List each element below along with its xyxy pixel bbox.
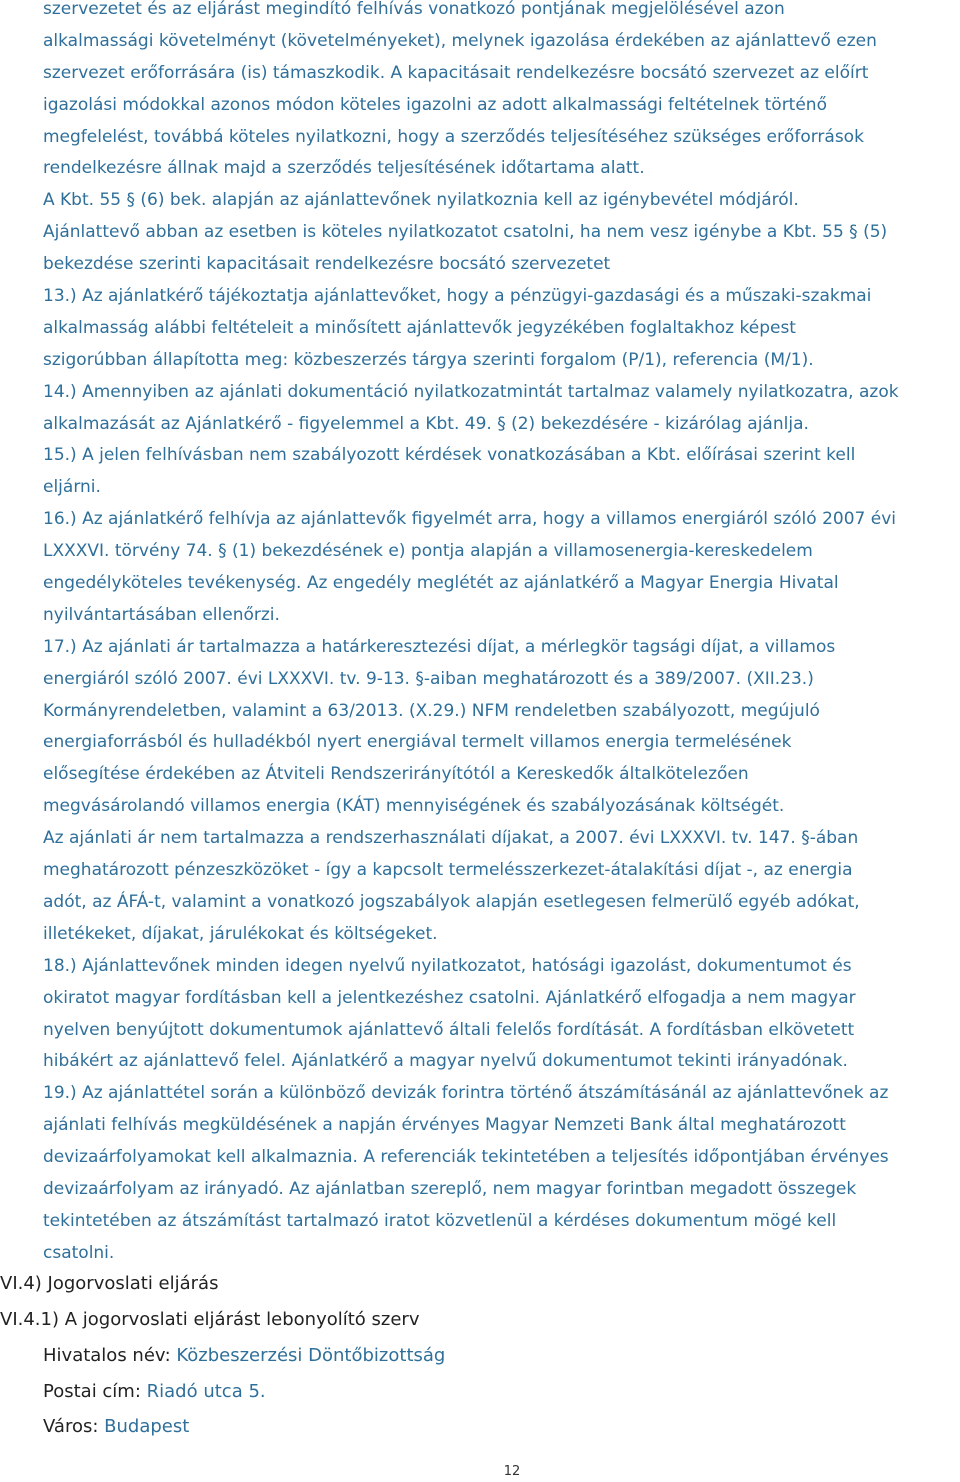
- page-number: 12: [503, 1464, 521, 1479]
- text-line: rendelkezésre állnak majd a szerződés teljesítésének időtartama alatt.: [43, 158, 645, 179]
- text-line: alkalmassági követelményt (követelményeket), melynek igazolása érdekében az ajánlattevő ezen: [43, 30, 877, 51]
- city-row: [43, 1411, 445, 1447]
- body-text-block: [43, 0, 955, 1270]
- city-value: Budapest: [104, 1416, 190, 1437]
- review-body-details: [43, 1340, 445, 1447]
- text-line: elősegítése érdekében az Átviteli Rendszerirányítótól a Kereskedők általkötelezően: [43, 764, 749, 785]
- text-line: 15.) A jelen felhívásban nem szabályozott kérdések vonatkozásában a Kbt. előírásai szerint kell: [43, 445, 856, 466]
- text-line: alkalmasság alábbi feltételeit a minősített ajánlattevők jegyzékében foglaltakhoz képest: [43, 317, 796, 338]
- text-line: nyelven benyújtott dokumentumok ajánlattevő általi felelős fordítását. A fordításban elkövetett: [43, 1019, 855, 1040]
- text-line: Az ajánlati ár nem tartalmazza a rendszerhasználati díjakat, a 2007. évi LXXXVI. tv. 147. §-ában: [43, 828, 859, 849]
- text-line: Ajánlattevő abban az esetben is köteles nyilatkozatot csatolni, ha nem vesz igénybe a Kbt. 55 § (5): [43, 222, 888, 243]
- text-line: meghatározott pénzeszközöket - így a kapcsolt termelésszerkezet-átalakítási díjat -, az energia: [43, 860, 853, 881]
- text-line: ajánlati felhívás megküldésének a napján érvényes Magyar Nemzeti Bank által meghatározott: [43, 1115, 846, 1136]
- text-line: szervezetet és az eljárást megindító felhívás vonatkozó pontjának megjelölésével azon: [43, 0, 785, 19]
- text-line: 19.) Az ajánlattétel során a különböző devizák forintra történő átszámításánál az ajánlattevőnek az: [43, 1083, 889, 1104]
- postal-address-value: Riadó utca 5.: [146, 1380, 266, 1402]
- subsection-heading-vi41: VI.4.1) A jogorvoslati eljárást lebonyolító szerv: [0, 1309, 420, 1330]
- text-line: 14.) Amennyiben az ajánlati dokumentáció nyilatkozatmintát tartalmaz valamely nyilatkozatra, azok: [43, 381, 899, 402]
- text-line: okiratot magyar fordításban kell a jelentkezéshez csatolni. Ajánlatkérő elfogadja a nem magyar: [43, 987, 856, 1008]
- text-line: szervezet erőforrására (is) támaszkodik. A kapacitásait rendelkezésre bocsátó szervezet az előírt: [43, 62, 869, 83]
- text-line: hibákért az ajánlattevő felel. Ajánlatkérő a magyar nyelvű dokumentumot tekinti irányadónak.: [43, 1051, 848, 1072]
- text-line: engedélyköteles tevékenység. Az engedély meglétét az ajánlatkérő a Magyar Energia Hivatal: [43, 573, 839, 594]
- text-line: szigorúbban állapította meg: közbeszerzés tárgya szerinti forgalom (P/1), referencia (M/1).: [43, 349, 814, 370]
- text-line: 17.) Az ajánlati ár tartalmazza a határkeresztezési díjat, a mérlegkör tagsági díjat, a villamos: [43, 636, 836, 657]
- text-line: devizaárfolyamokat kell alkalmaznia. A referenciák tekintetében a teljesítés időpontjában érvényes: [43, 1147, 889, 1168]
- text-line: devizaárfolyam az irányadó. Az ajánlatban szereplő, nem magyar forintban megadott összegek: [43, 1178, 857, 1199]
- text-line: energiaforrásból és hulladékból nyert energiával termelt villamos energia termelésének: [43, 732, 792, 753]
- text-line: nyilvántartásában ellenőrzi.: [43, 604, 280, 625]
- text-line: LXXXVI. törvény 74. § (1) bekezdésének e) pontja alapján a villamosenergia-kereskedelem: [43, 541, 813, 562]
- official-name-value: Közbeszerzési Döntőbizottság: [176, 1345, 446, 1366]
- text-line: alkalmazását az Ajánlatkérő - figyelemmel a Kbt. 49. § (2) bekezdésére - kizárólag ajánlja.: [43, 413, 809, 434]
- official-name-label: Hivatalos név:: [43, 1345, 177, 1366]
- text-line: Kormányrendeletben, valamint a 63/2013. (X.29.) NFM rendeletben szabályozott, megújuló: [43, 700, 820, 721]
- text-line: energiáról szóló 2007. évi LXXXVI. tv. 9-13. §-aiban meghatározott és a 389/2007. (XII.23.): [43, 668, 814, 689]
- text-line: tekintetében az átszámítást tartalmazó iratot közvetlenül a kérdéses dokumentum mögé kell: [43, 1210, 837, 1231]
- text-line: 18.) Ajánlattevőnek minden idegen nyelvű nyilatkozatot, hatósági igazolást, dokumentumot és: [43, 955, 852, 976]
- city-label: Város:: [43, 1416, 105, 1437]
- text-line: megvásárolandó villamos energia (KÁT) mennyiségének és szabályozásának költségét.: [43, 796, 785, 817]
- section-heading-vi4: VI.4) Jogorvoslati eljárás: [0, 1273, 219, 1294]
- text-line: csatolni.: [43, 1242, 115, 1263]
- text-line: A Kbt. 55 § (6) bek. alapján az ajánlattevőnek nyilatkoznia kell az igénybevétel módjáról.: [43, 190, 799, 211]
- postal-address-row: [43, 1376, 445, 1412]
- text-line: bekezdése szerinti kapacitásait rendelkezésre bocsátó szervezetet: [43, 254, 611, 275]
- text-line: megfelelést, továbbá köteles nyilatkozni, hogy a szerződés teljesítéséhez szükséges erőforrások: [43, 126, 864, 147]
- text-line: 16.) Az ajánlatkérő felhívja az ajánlattevők figyelmét arra, hogy a villamos energiáról szóló 2007 évi: [43, 509, 896, 530]
- text-line: 13.) Az ajánlatkérő tájékoztatja ajánlattevőket, hogy a pénzügyi-gazdasági és a műszaki-szakmai: [43, 286, 872, 307]
- official-name-row: [43, 1340, 445, 1376]
- postal-address-label: Postai cím:: [43, 1380, 147, 1402]
- text-line: eljárni.: [43, 477, 101, 498]
- text-line: adót, az ÁFÁ-t, valamint a vonatkozó jogszabályok alapján esetlegesen felmerülő egyéb adókat,: [43, 891, 860, 912]
- text-line: igazolási módokkal azonos módon köteles igazolni az adott alkalmassági feltételnek történő: [43, 94, 827, 115]
- text-line: illetékeket, díjakat, járulékokat és költségeket.: [43, 923, 438, 944]
